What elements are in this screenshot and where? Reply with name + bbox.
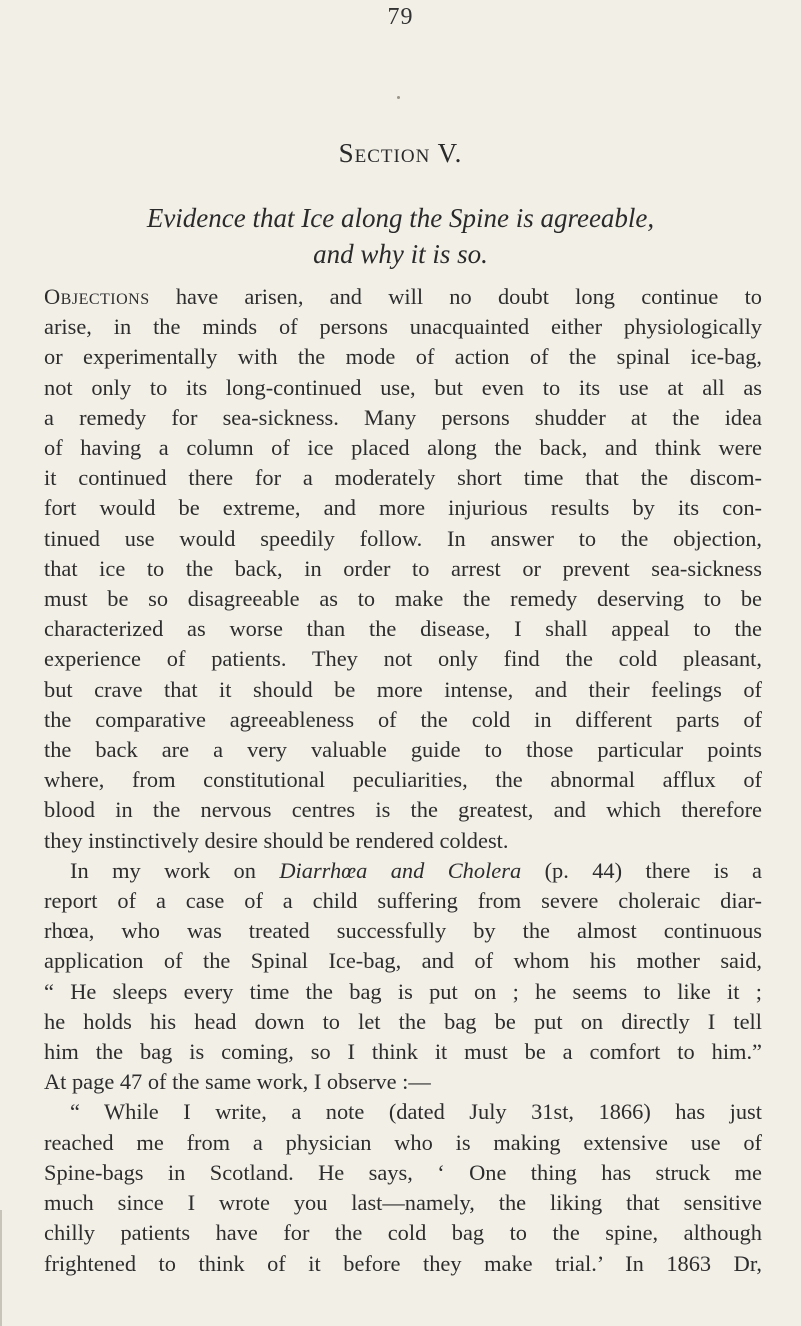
text-line: report of a case of a child suffering from severe choleraic diar- (44, 888, 762, 914)
text-line: of having a column of ice placed along the back, and think were (44, 435, 762, 461)
line-text: (p. 44) there is a (521, 857, 762, 883)
text-line: blood in the nervous centres is the greatest, and which therefore (44, 797, 762, 823)
text-line (44, 856, 762, 886)
text-line: tinued use would speedily follow. In answer to the objection, (44, 525, 762, 551)
page-edge-shadow (0, 1210, 2, 1326)
text-line: At page 47 of the same work, I observe :— (44, 1069, 431, 1095)
text-line: rhœa, who was treated successfully by the almost continuous (44, 918, 762, 944)
page-number: 79 (387, 4, 414, 30)
text-line: he holds his head down to let the bag be put on directly I tell (44, 1008, 762, 1034)
text-line: “ He sleeps every time the bag is put on ; he seems to like it ; (44, 978, 762, 1004)
text-line: frightened to think of it before they make trial.’ In 1863 Dr, (44, 1250, 762, 1276)
text-line: him the bag is coming, so I think it must be a comfort to him.” (44, 1039, 762, 1065)
section-subtitle-line-2: and why it is so. (313, 239, 488, 269)
text-line: application of the Spinal Ice-bag, and of whom his mother said, (44, 948, 762, 974)
line-text: have arisen, and will no doubt long continue to (149, 284, 762, 309)
text-line: the comparative agreeableness of the cold in different parts of (44, 706, 762, 732)
section-subtitle-line-1: Evidence that Ice along the Spine is agreeable, (146, 203, 655, 233)
text-line: that ice to the back, in order to arrest or prevent sea-sickness (44, 555, 762, 581)
text-line: experience of patients. They not only find the cold pleasant, (44, 646, 762, 672)
text-line: but crave that it should be more intense, and their feelings of (44, 676, 762, 702)
text-line: must be so disagreeable as to make the remedy deserving to be (44, 586, 762, 612)
text-line: fort would be extreme, and more injurious results by its con- (44, 495, 762, 521)
text-line: chilly patients have for the cold bag to the spine, although (44, 1220, 762, 1246)
text-line: where, from constitutional peculiarities, the abnormal afflux of (44, 767, 762, 793)
lead-word: Objections (44, 284, 150, 309)
text-line: not only to its long-continued use, but even to its use at all as (44, 374, 762, 400)
section-heading: Section V. (338, 138, 463, 168)
line-text: In my work on (70, 857, 280, 883)
text-line: a remedy for sea-sickness. Many persons shudder at the idea (44, 404, 762, 430)
text-line: much since I wrote you last—namely, the liking that sensitive (44, 1190, 762, 1216)
text-line: “ While I write, a note (dated July 31st, 1866) has just (70, 1099, 762, 1125)
book-title: Diarrhœa and Cholera (279, 857, 522, 883)
ink-fleck (397, 96, 400, 99)
text-line (44, 282, 762, 312)
body-text (44, 282, 762, 1279)
text-line: arise, in the minds of persons unacquainted either physiologically (44, 314, 762, 340)
section-subtitle (0, 200, 801, 272)
text-line: the back are a very valuable guide to those particular points (44, 737, 762, 763)
text-line: they instinctively desire should be rendered coldest. (44, 827, 509, 853)
text-line: characterized as worse than the disease, I shall appeal to the (44, 616, 762, 642)
text-line: Spine-bags in Scotland. He says, ‘ One thing has struck me (44, 1159, 762, 1185)
text-line: it continued there for a moderately short time that the discom- (44, 465, 762, 491)
text-line: or experimentally with the mode of action of the spinal ice-bag, (44, 344, 762, 370)
text-line: reached me from a physician who is making extensive use of (44, 1129, 762, 1155)
